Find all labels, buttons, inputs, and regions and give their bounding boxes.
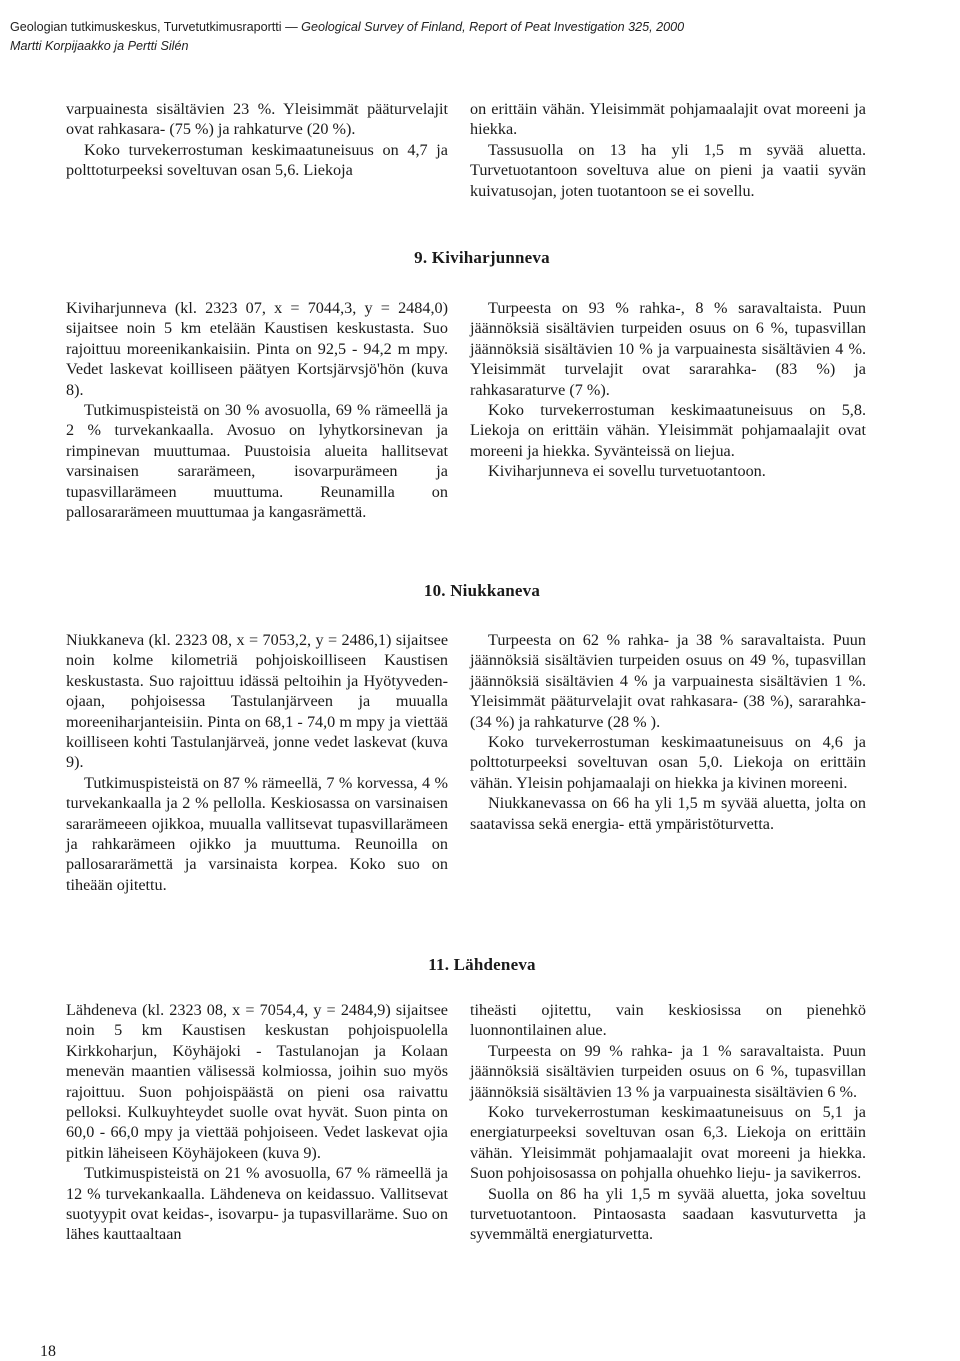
header-line-1 bbox=[10, 18, 940, 37]
intro-left-column bbox=[66, 99, 448, 181]
page-number: 18 bbox=[40, 1343, 56, 1360]
paragraph: Kiviharjunneva (kl. 2323 07, x = 7044,3, y = 2484,0) sijaitsee noin 5 km etelään Kaustisen keskustasta. Suo rajoittuu moreenikankaisiin. Pinta on 92,5 - 94,2 m mpy. Vedet laskevat koilliseen päätyen Kortsjärvsjö'hön (kuva 8). bbox=[66, 299, 448, 399]
header-authors: Martti Korpijaakko ja Pertti Silén bbox=[10, 39, 189, 53]
paragraph: Tutkimuspisteistä on 30 % avosuolla, 69 % rämeellä ja 2 % turvekankaalla. Avosuo on lyhytkorsinevan ja rimpinevan muuttumaa. Puustoisia alueita hallitsevat varsinaisen sararämeen, isovarpurämeen ja tupasvillarämeen muuttuma. Reunamilla on pallosararämeen muuttumaa ja kangasrämettä. bbox=[66, 401, 448, 522]
paragraph: Niukkaneva (kl. 2323 08, x = 7053,2, y = 2486,1) sijaitsee noin kolme kilometriä pohjoiskoilliseen Kaustisen keskustasta. Suo rajoittuu idässä peltoihin ja Hyötyveden-ojaan, pohjoisessa Tastulanjärveen ja muualla moreeniharjanteisiin. Pinta on 68,1 - 74,0 m mpy ja viettää koilliseen kohti Tastulanjärveä, jonne vedet laskevat (kuva 9). bbox=[66, 631, 448, 772]
header-publisher: Geologian tutkimuskeskus, Turvetutkimusraportti — bbox=[10, 20, 302, 34]
section-heading-kiviharjunneva: 9. Kiviharjunneva bbox=[414, 248, 550, 267]
header-line-2 bbox=[10, 37, 940, 56]
header-series: Geological Survey of Finland, Report of Peat Investigation 325, 2000 bbox=[301, 20, 685, 34]
paragraph: Turpeesta on 93 % rahka-, 8 % saravaltaista. Puun jäännöksiä sisältävien turpeiden osuus on 6 %, tupasvillan jäännöksiä sisältävien 10 % ja varpuainesta sisältävien 4 %. Yleisimmät turvelajit ovat sararahka- (83 %) ja rahkasaraturve (7 %). bbox=[470, 299, 866, 399]
paragraph: Koko turvekerrostuman keskimaatuneisuus on 5,1 ja energiaturpeeksi soveltuvan osan 6,3. Liekoja on erittäin vähän. Yleisimmät pohjamaalajit ovat moreeni ja hiekka. Suon pohjoisosassa on pohjalla ohuehko lieju- ja savikerros. bbox=[470, 1103, 866, 1183]
section-heading-lahdeneva: 11. Lähdeneva bbox=[428, 955, 536, 974]
paragraph: tiheästi ojitettu, vain keskiosissa on pienehkö luonnontilainen alue. bbox=[470, 1001, 866, 1040]
paragraph: Koko turvekerrostuman keskimaatuneisuus on 4,7 ja polttoturpeeksi soveltuvan osan 5,6. Liekoja bbox=[66, 140, 448, 180]
section-9-left-column bbox=[66, 298, 448, 522]
running-header bbox=[10, 18, 940, 56]
paragraph: Kiviharjunneva ei sovellu turvetuotantoon. bbox=[488, 462, 766, 481]
section-9-right-column bbox=[470, 298, 866, 482]
section-10-left-column bbox=[66, 630, 448, 895]
paragraph: Tutkimuspisteistä on 87 % rämeellä, 7 % korvessa, 4 % turvekankaalla ja 2 % pellolla. Keskiosassa on varsinaisen sararämeeen ojikkoa, muualla vallitsevat tupasvillarämeen ja rahkarämeen ojikko ja muuttuma. Reunoilla on pallosararämettä ja varsinaista korpea. Koko suo on tiheään ojitettu. bbox=[66, 773, 448, 894]
paragraph: Tutkimuspisteistä on 21 % avosuolla, 67 % rämeellä ja 12 % turvekankaalla. Lähdeneva on keidassuo. Vallitsevat suotyypit ovat keidas-, isovarpu- ja tupasvillaräme. Suo on lähes kauttaaltaan bbox=[66, 1164, 448, 1244]
paragraph: Lähdeneva (kl. 2323 08, x = 7054,4, y = 2484,9) sijaitsee noin 5 km Kaustisen keskustan pohjoispuolella Kirkkoharjun, Köyhäjoki - Tastulanojan ja Kolaan menevän maantien välisessä kolmiossa, joihin suo myös rajoittuu. Suon pohjoispäästä on pieni osa raivattu pelloksi. Kulkuyhteydet suolle ovat hyvät. Suon pinta on 60,0 - 66,0 mpy ja viettää pohjoiseen. Vedet laskevat ojia pitkin läheiseen Köyhäjokeen (kuva 9). bbox=[66, 1001, 448, 1162]
intro-right-column bbox=[470, 99, 866, 201]
section-11-right-column bbox=[470, 1000, 866, 1245]
paragraph: Turpeesta on 99 % rahka- ja 1 % saravaltaista. Puun jäännöksiä sisältävien turpeiden osuus on 6 %, tupasvillan jäännöksiä sisältävien 13 % ja varpuainesta sisältävien 6 %. bbox=[470, 1041, 866, 1101]
section-heading-niukkaneva: 10. Niukkaneva bbox=[423, 581, 541, 600]
paragraph: Niukkanevassa on 66 ha yli 1,5 m syvää aluetta, jolta on saatavissa sekä energia- että ympäristöturvetta. bbox=[470, 794, 866, 833]
paragraph: varpuainesta sisältävien 23 %. Yleisimmät pääturvelajit ovat rahkasara- (75 %) ja rahkaturve (20 %). bbox=[66, 100, 448, 139]
paragraph: Suolla on 86 ha yli 1,5 m syvää aluetta, joka soveltuu turvetuotantoon. Pintaosasta saadaan kasvuturvetta ja syvemmältä energiaturvetta. bbox=[470, 1184, 866, 1244]
paragraph: Tassusuolla on 13 ha yli 1,5 m syvää aluetta. Turvetuotantoon soveltuva alue on pieni ja vaatii syvän kuivatusojan, joten tuotantoon se ei sovellu. bbox=[470, 140, 866, 200]
paragraph: on erittäin vähän. Yleisimmät pohjamaalajit ovat moreeni ja hiekka. bbox=[470, 100, 866, 139]
paragraph: Turpeesta on 62 % rahka- ja 38 % saravaltaista. Puun jäännöksiä sisältävien turpeiden osuus on 49 %, tupasvillan jäännöksiä sisältävien 4 % ja varpuainesta sisältävien 1 %. Yleisimmät pääturvelajit ovat rahkasara- (38 %), sararahka- (34 %) ja rahkaturve (28 % ). bbox=[470, 631, 866, 731]
paragraph: Koko turvekerrostuman keskimaatuneisuus on 5,8. Liekoja on erittäin vähän. Yleisimmät pohjamaalajit ovat moreeni ja hiekka. Syvänteissä on liejua. bbox=[470, 401, 866, 460]
section-11-left-column bbox=[66, 1000, 448, 1245]
section-10-right-column bbox=[470, 630, 866, 834]
paragraph: Koko turvekerrostuman keskimaatuneisuus on 4,6 ja polttoturpeeksi soveltuvan osan 5,0. Liekoja on erittäin vähän. Yleisin pohjamaalaji on hiekka ja kivinen moreeni. bbox=[470, 733, 866, 792]
